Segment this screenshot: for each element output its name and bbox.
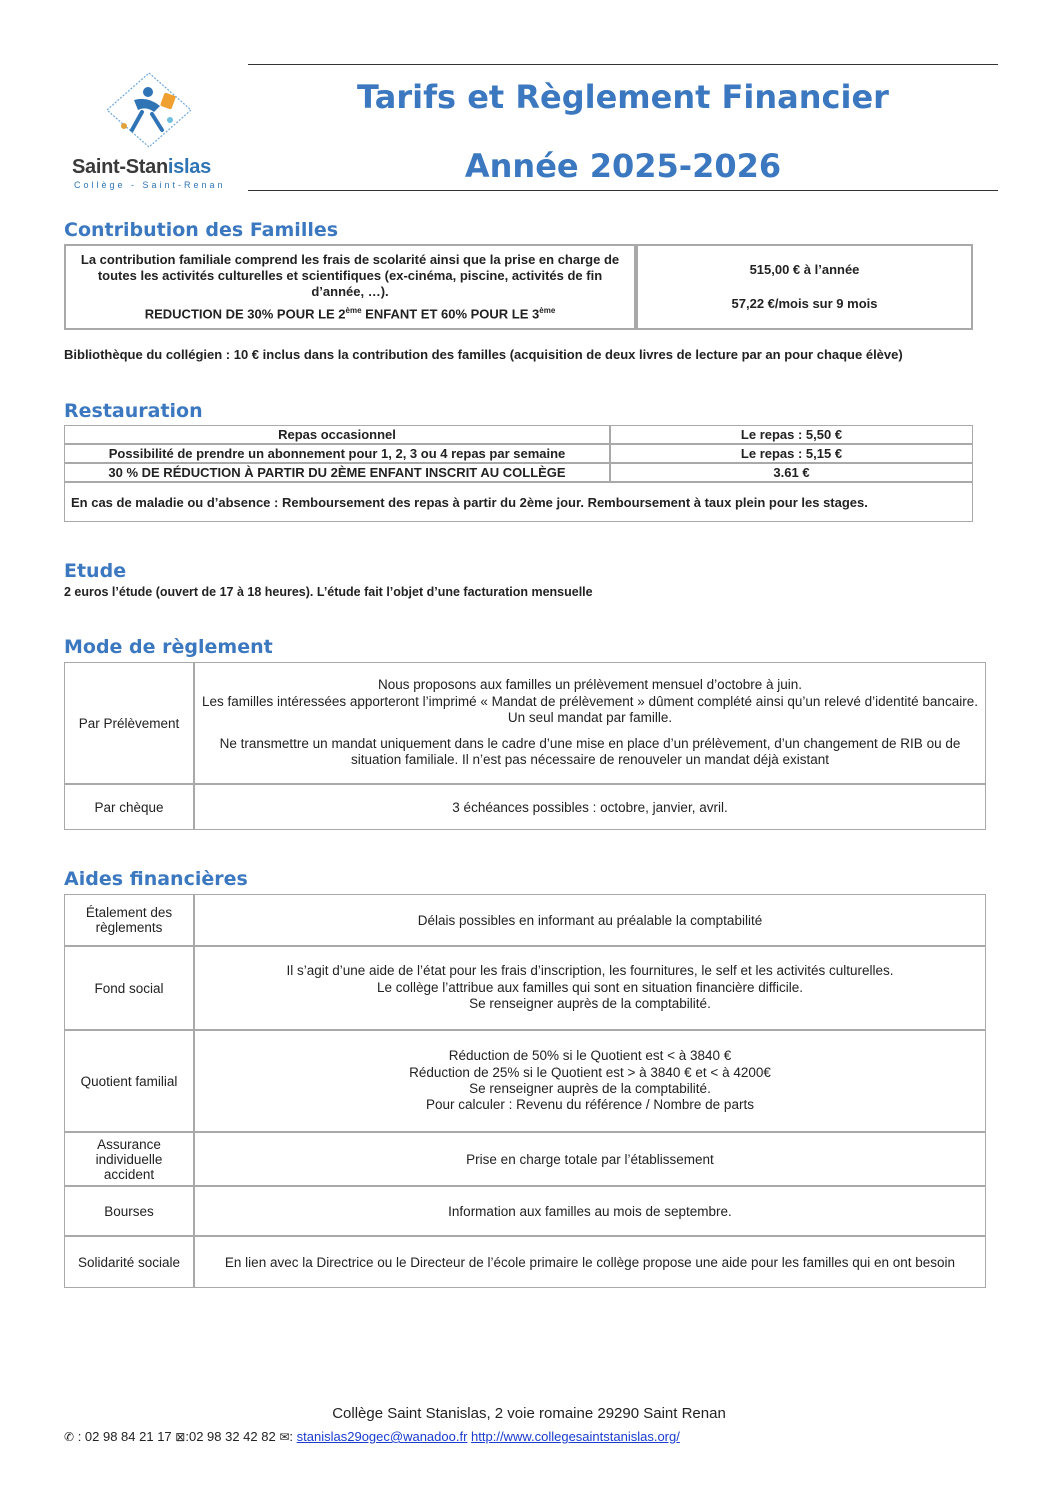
- footer-phone: : 02 98 84 21 17: [77, 1429, 172, 1444]
- contribution-price-month: 57,22 €/mois sur 9 mois: [731, 296, 878, 311]
- contribution-price-cell: [636, 244, 973, 330]
- page-year: Année 2025-2026: [464, 147, 782, 185]
- aide-label: Assurance individuelle accident: [64, 1132, 194, 1186]
- contribution-heading: Contribution des Familles: [64, 219, 339, 241]
- mode-cheque-text: 3 échéances possibles : octobre, janvier, avril.: [194, 784, 986, 830]
- contribution-description: La contribution familiale comprend les frais de scolarité ainsi que la prise en charge de toutes les activités culturelles et scientifiques (ex-cinéma, piscine, activités de fin d’année, …).: [80, 251, 620, 299]
- mode-prelevement-p3: Ne transmettre un mandat uniquement dans le cadre d’une mise en place d’un prélèvement, d’un changement de RIB ou de situation familiale. Il n’est pas nécessaire de renouveler un mandat déjà existant: [219, 735, 961, 768]
- header-bottom-rule: [248, 190, 998, 191]
- etude-heading: Etude: [64, 560, 127, 582]
- aide-text: Le collège l’attribue aux familles qui sont en situation financière difficile.: [377, 979, 803, 995]
- aide-text: Il s’agit d’une aide de l’état pour les frais d’inscription, les fournitures, le self et les activités culturelles.: [286, 963, 894, 979]
- table-row: [64, 482, 973, 522]
- table-row: [64, 946, 986, 1030]
- aides-table: [64, 894, 986, 1288]
- mode-label: Par Prélèvement: [64, 662, 194, 784]
- logo-wordmark: Saint-Stanislas: [72, 156, 211, 178]
- school-logo: [68, 70, 233, 190]
- payment-mode-table: [64, 662, 986, 830]
- mode-label: Par chèque: [64, 784, 194, 830]
- aide-label: Étalement des règlements: [64, 894, 194, 946]
- etude-text: 2 euros l’étude (ouvert de 17 à 18 heures). L’étude fait l’objet d’une facturation mensuelle: [64, 585, 593, 599]
- resto-label: 30 % DE RÉDUCTION À PARTIR DU 2ÈME ENFANT INSCRIT AU COLLÈGE: [64, 463, 610, 482]
- resto-price: 3.61 €: [610, 463, 973, 482]
- mail-icon: ✉: [279, 1430, 290, 1444]
- table-row: [64, 444, 973, 463]
- resto-label: Possibilité de prendre un abonnement pour 1, 2, 3 ou 4 repas par semaine: [64, 444, 610, 463]
- aide-label: Bourses: [64, 1186, 194, 1236]
- aide-text: Pour calculer : Revenu du référence / Nombre de parts: [426, 1097, 754, 1113]
- aide-label: Quotient familial: [64, 1030, 194, 1132]
- footer-website-link[interactable]: http://www.collegesaintstanislas.org/: [471, 1429, 680, 1444]
- aide-text: Se renseigner auprès de la comptabilité.: [469, 996, 711, 1012]
- resto-label: Repas occasionnel: [64, 425, 610, 444]
- footer-email-prefix: :: [289, 1429, 294, 1444]
- restauration-heading: Restauration: [64, 400, 203, 422]
- aide-fond-cell: [194, 946, 986, 1030]
- footer-fax: :02 98 32 42 82: [185, 1429, 276, 1444]
- aide-text: Se renseigner auprès de la comptabilité.: [469, 1081, 711, 1096]
- contribution-description-cell: [64, 244, 636, 330]
- table-row: [64, 463, 973, 482]
- table-row: [64, 1186, 986, 1236]
- fax-icon: ⊠: [175, 1430, 186, 1444]
- header-top-rule: [248, 64, 998, 65]
- table-row: [64, 894, 986, 946]
- aide-text: Délais possibles en informant au préalable la comptabilité: [194, 894, 986, 946]
- contribution-reduction: REDUCTION DE 30% POUR LE 2ème ENFANT ET 60% POUR LE 3ème: [144, 305, 556, 322]
- page-title: Tarifs et Règlement Financier: [357, 78, 889, 116]
- aide-qf-cell: [194, 1030, 986, 1132]
- mode-prelevement-p1: Nous proposons aux familles un prélèvement mensuel d’octobre à juin.: [378, 677, 802, 693]
- mode-prelevement-p2: Les familles intéressées apporteront l’imprimé « Mandat de prélèvement » dûment complété ainsi qu’un relevé d’identité bancaire. Un seul mandat par famille.: [202, 693, 978, 726]
- contribution-table: [64, 244, 973, 330]
- footer-address: Collège Saint Stanislas, 2 voie romaine 29290 Saint Renan: [332, 1405, 726, 1422]
- restauration-table: [64, 425, 973, 522]
- table-row: [64, 1236, 986, 1288]
- logo-subtitle: Collège - Saint-Renan: [74, 180, 226, 190]
- mode-prelevement-cell: [194, 662, 986, 784]
- logo-emblem-icon: [104, 70, 194, 150]
- aide-text: Réduction de 50% si le Quotient est < à 3840 €: [448, 1048, 732, 1064]
- resto-price: Le repas : 5,50 €: [610, 425, 973, 444]
- table-row: [64, 1030, 986, 1132]
- mode-heading: Mode de règlement: [64, 636, 273, 658]
- aide-text: Prise en charge totale par l’établissement: [194, 1132, 986, 1186]
- table-row: [64, 1132, 986, 1186]
- aide-label: Solidarité sociale: [64, 1236, 194, 1288]
- aide-text: Réduction de 25% si le Quotient est > à 3840 € et < à 4200€: [409, 1064, 771, 1080]
- phone-icon: ✆: [64, 1430, 75, 1444]
- aide-label: Fond social: [64, 946, 194, 1030]
- resto-price: Le repas : 5,15 €: [610, 444, 973, 463]
- table-row: [64, 784, 986, 830]
- aides-heading: Aides financières: [64, 868, 248, 890]
- aide-text: Information aux familles au mois de septembre.: [194, 1186, 986, 1236]
- table-row: [64, 662, 986, 784]
- contribution-price-year: 515,00 € à l’année: [749, 262, 860, 278]
- footer-contacts: [64, 1429, 680, 1444]
- aide-text: En lien avec la Directrice ou le Directeur de l’école primaire le collège propose une aide pour les familles qui en ont besoin: [194, 1236, 986, 1288]
- table-row: [64, 425, 973, 444]
- footer-email-link[interactable]: stanislas29ogec@wanadoo.fr: [296, 1429, 468, 1444]
- resto-note: En cas de maladie ou d’absence : Remboursement des repas à partir du 2ème jour. Remboursement à taux plein pour les stages.: [64, 482, 973, 522]
- library-note: Bibliothèque du collégien : 10 € inclus dans la contribution des familles (acquisition de deux livres de lecture par an pour chaque élève): [64, 347, 903, 362]
